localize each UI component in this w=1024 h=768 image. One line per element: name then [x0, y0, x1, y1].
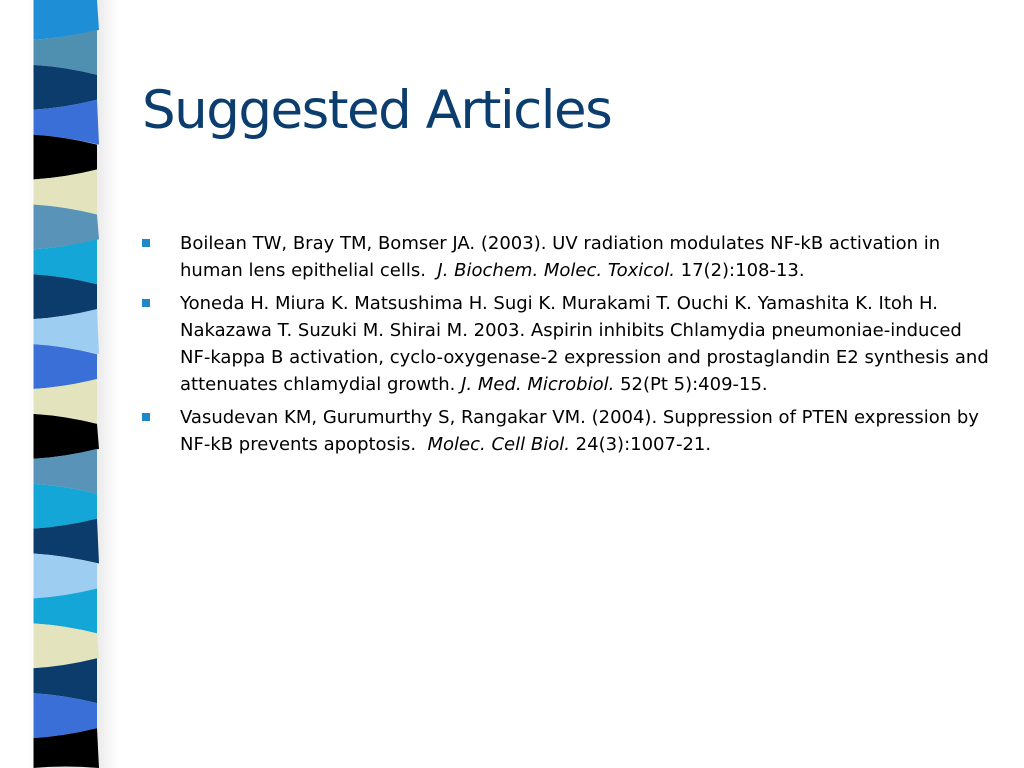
reference-citation: 24(3):1007-21. — [575, 434, 712, 455]
reference-item — [142, 290, 997, 398]
reference-journal: Molec. Cell Biol. — [427, 434, 570, 455]
reference-item — [142, 230, 997, 284]
square-bullet-icon — [142, 413, 150, 421]
reference-text: Vasudevan KM, Gurumurthy S, Rangakar VM. (2004). Suppression of PTEN expression by NF-kB prevents apoptosis. — [180, 407, 979, 455]
square-bullet-icon — [142, 299, 150, 307]
reference-text: Boilean TW, Bray TM, Bomser JA. (2003). UV radiation modulates NF-kB activation in human lens epithelial cells. — [180, 233, 941, 281]
square-bullet-icon — [142, 239, 150, 247]
decorative-color-strip — [0, 0, 110, 768]
reference-text: Yoneda H. Miura K. Matsushima H. Sugi K. Murakami T. Ouchi K. Yamashita K. Itoh H. Nakazawa T. Suzuki M. Shirai M. 2003. Aspirin inhibits Chlamydia pneumoniae-induced NF-kappa B activation, cyclo-oxygenase-2 expression and prostaglandin E2 synthesis and attenuates chlamydial growth. — [180, 293, 989, 395]
reference-citation: 17(2):108-13. — [680, 260, 805, 281]
reference-journal: J. Med. Microbiol. — [461, 374, 615, 395]
reference-journal: J. Biochem. Molec. Toxicol. — [437, 260, 675, 281]
reference-item — [142, 404, 997, 458]
slide-title: Suggested Articles — [142, 80, 612, 141]
reference-citation: 52(Pt 5):409-15. — [620, 374, 768, 395]
reference-list — [142, 230, 997, 464]
